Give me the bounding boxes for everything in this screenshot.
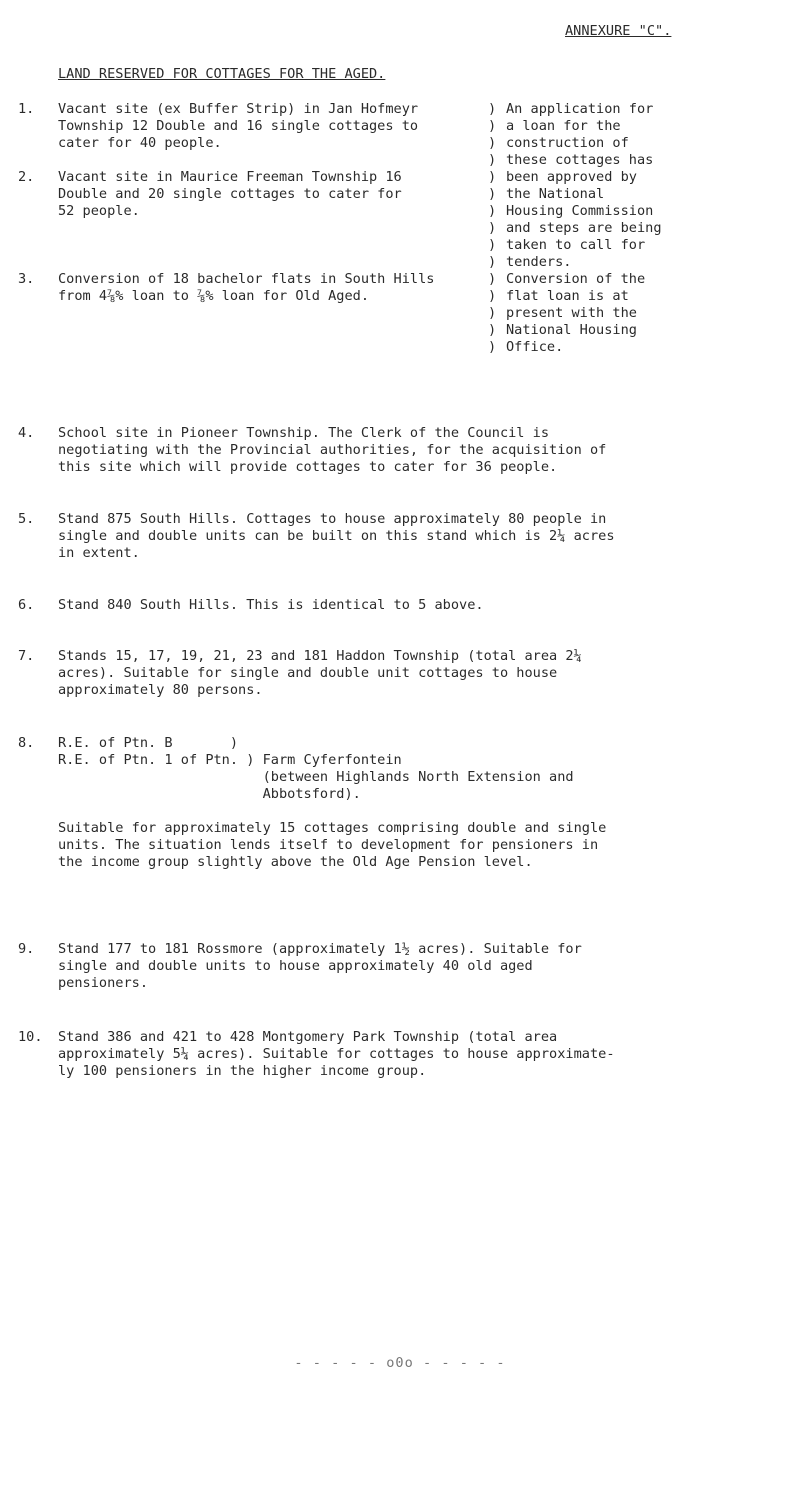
item-number: 8. <box>18 735 35 751</box>
item-number: 5. <box>18 511 35 527</box>
item-text: Conversion of 18 bachelor flats in South Hills from 4⅞% loan to ⅞% loan for Old Aged. <box>58 271 435 304</box>
item-number: 6. <box>18 597 35 613</box>
item-number: 9. <box>18 941 35 957</box>
item-text: R.E. of Ptn. B ) R.E. of Ptn. 1 of Ptn. ) Farm Cyferfontein (between Highlands North Extension and Abbotsford). Suitable for approximately 15 cottages comprising double and single units. The situation lends itself to development for pensioners in the income group slightly above the Old Age Pension level. <box>58 735 607 870</box>
bracket-line: ) tenders. <box>488 254 572 270</box>
bracket-line: ) Office. <box>488 339 564 355</box>
item-number: 3. <box>18 271 35 287</box>
item-text: Stand 875 South Hills. Cottages to house approximately 80 people in single and double units can be built on this stand which is 2¼ acres in extent. <box>58 511 615 561</box>
bracket-line: ) Conversion of the <box>488 271 646 287</box>
item-number: 4. <box>18 425 35 441</box>
end-marker: - - - - - o0o - - - - - <box>294 1355 506 1371</box>
item-text: Stand 840 South Hills. This is identical to 5 above. <box>58 597 484 613</box>
item-text: Vacant site (ex Buffer Strip) in Jan Hofmeyr Township 12 Double and 16 single cottages to cater for 40 people. <box>58 101 419 151</box>
annexure-label: ANNEXURE "C". <box>565 23 672 39</box>
item-text: Vacant site in Maurice Freeman Township 16 Double and 20 single cottages to cater for 52 people. <box>58 169 402 219</box>
bracket-line: ) a loan for the <box>488 118 621 134</box>
item-number: 2. <box>18 169 35 185</box>
bracket-line: ) the National <box>488 186 605 202</box>
item-number: 10. <box>18 1029 43 1045</box>
bracket-line: ) present with the <box>488 305 637 321</box>
bracket-line: ) flat loan is at <box>488 288 629 304</box>
bracket-line: ) been approved by <box>488 169 637 185</box>
item-text: Stand 177 to 181 Rossmore (approximately 1½ acres). Suitable for single and double units to house approximately 40 old aged pensioners. <box>58 941 582 991</box>
bracket-line: ) construction of <box>488 135 629 151</box>
item-number: 7. <box>18 648 35 664</box>
bracket-line: ) taken to call for <box>488 237 646 253</box>
item-text: School site in Pioneer Township. The Clerk of the Council is negotiating with the Provincial authorities, for the acquisition of this site which will provide cottages to cater for 36 people. <box>58 425 607 475</box>
item-text: Stand 386 and 421 to 428 Montgomery Park Township (total area approximately 5¼ acres). Suitable for cottages to house approximate- ly 100 pensioners in the higher income group. <box>58 1029 615 1079</box>
item-text: Stands 15, 17, 19, 21, 23 and 181 Haddon Township (total area 2¼ acres). Suitable for single and double unit cottages to house approximately 80 persons. <box>58 648 582 698</box>
bracket-line: ) Housing Commission <box>488 203 654 219</box>
bracket-line: ) and steps are being <box>488 220 662 236</box>
bracket-line: ) An application for <box>488 101 654 117</box>
bracket-line: ) National Housing <box>488 322 637 338</box>
page-title: LAND RESERVED FOR COTTAGES FOR THE AGED. <box>58 66 386 82</box>
item-number: 1. <box>18 101 35 117</box>
bracket-note <box>488 101 788 356</box>
bracket-line: ) these cottages has <box>488 152 654 168</box>
